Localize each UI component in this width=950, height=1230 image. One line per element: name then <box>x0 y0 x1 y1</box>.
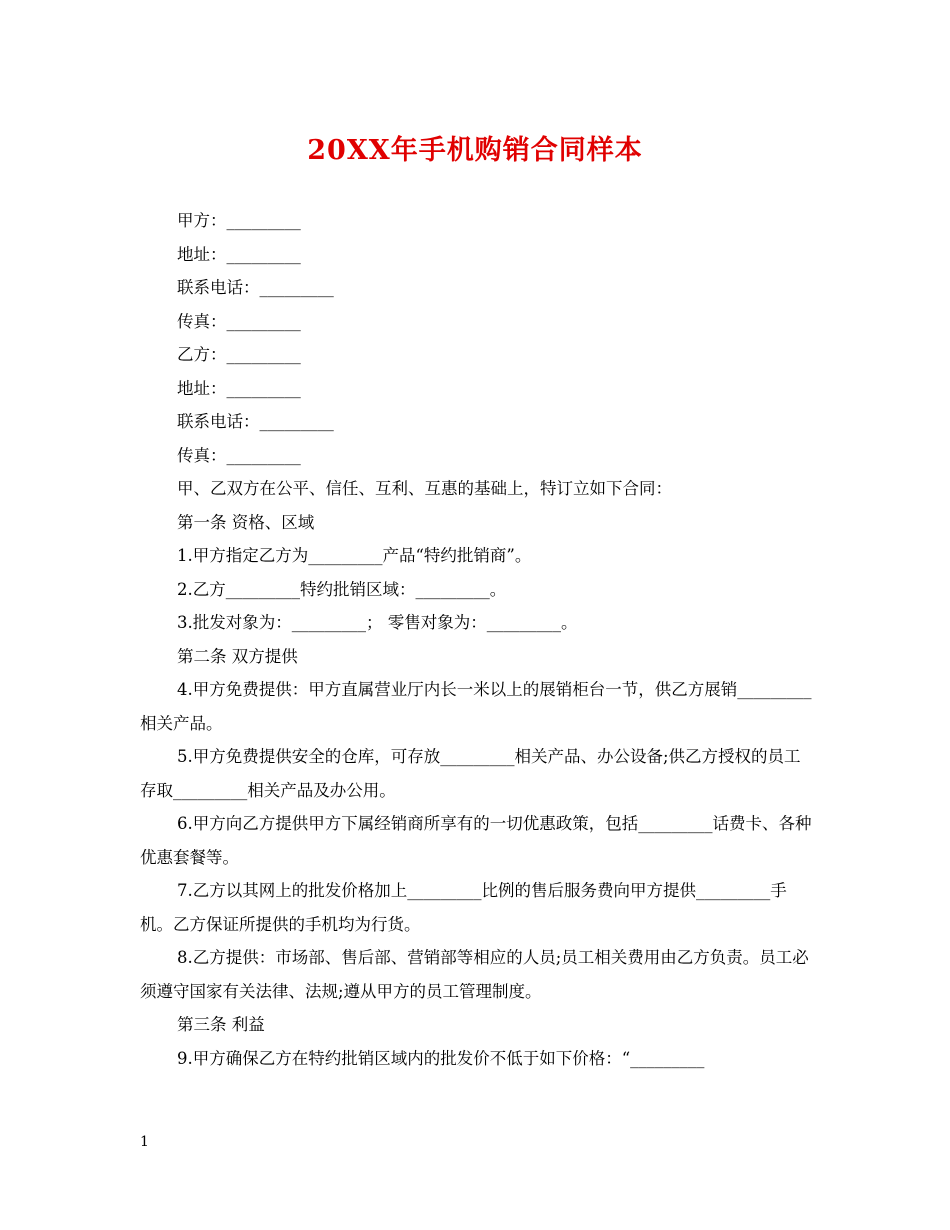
party-a-phone-line: 联系电话：_________ <box>177 278 334 297</box>
clause-8: 8.乙方提供：市场部、售后部、营销部等相应的人员;员工相关费用由乙方负责。员工必须遵守国家有关法律、法规;遵从甲方的员工管理制度。 <box>140 948 809 1001</box>
article-3-heading: 第三条 利益 <box>177 1015 265 1034</box>
clause-7: 7.乙方以其网上的批发价格加上_________比例的售后服务费向甲方提供_________手机。乙方保证所提供的手机均为行货。 <box>140 881 787 934</box>
clause-5: 5.甲方免费提供安全的仓库，可存放_________相关产品、办公设备;供乙方授权的员工存取_________相关产品及办公用。 <box>140 747 801 800</box>
article-2-heading: 第二条 双方提供 <box>177 646 298 666</box>
party-a-line: 甲方：_________ <box>177 211 301 230</box>
document-title: 20XX年手机购销合同样本 <box>307 135 643 166</box>
page-number: 1 <box>140 1134 149 1150</box>
party-a-address-line: 地址：_________ <box>177 244 301 264</box>
clause-4: 4.甲方免费提供：甲方直属营业厅内长一米以上的展销柜台一节，供乙方展销_________相关产品。 <box>140 680 812 733</box>
clause-6: 6.甲方向乙方提供甲方下属经销商所享有的一切优惠政策，包括_________话费卡、各种优惠套餐等。 <box>140 814 812 867</box>
party-b-phone-line: 联系电话：_________ <box>177 412 334 431</box>
party-b-fax-line: 传真：_________ <box>177 445 301 465</box>
article-1-heading: 第一条 资格、区域 <box>177 512 315 532</box>
document-body <box>140 204 815 1075</box>
clause-1: 1.甲方指定乙方为_________产品“特约批销商”。 <box>177 546 532 565</box>
party-b-line: 乙方：_________ <box>177 345 301 364</box>
clause-2: 2.乙方_________特约批销区域：_________。 <box>177 579 507 599</box>
clause-3: 3.批发对象为：_________； 零售对象为：_________。 <box>177 613 578 632</box>
clause-9: 9.甲方确保乙方在特约批销区域内的批发价不低于如下价格：“_________ <box>177 1048 705 1068</box>
party-a-fax-line: 传真：_________ <box>177 311 301 331</box>
party-b-address-line: 地址：_________ <box>177 378 301 398</box>
preamble: 甲、乙双方在公平、信任、互利、互惠的基础上，特订立如下合同： <box>177 479 672 498</box>
